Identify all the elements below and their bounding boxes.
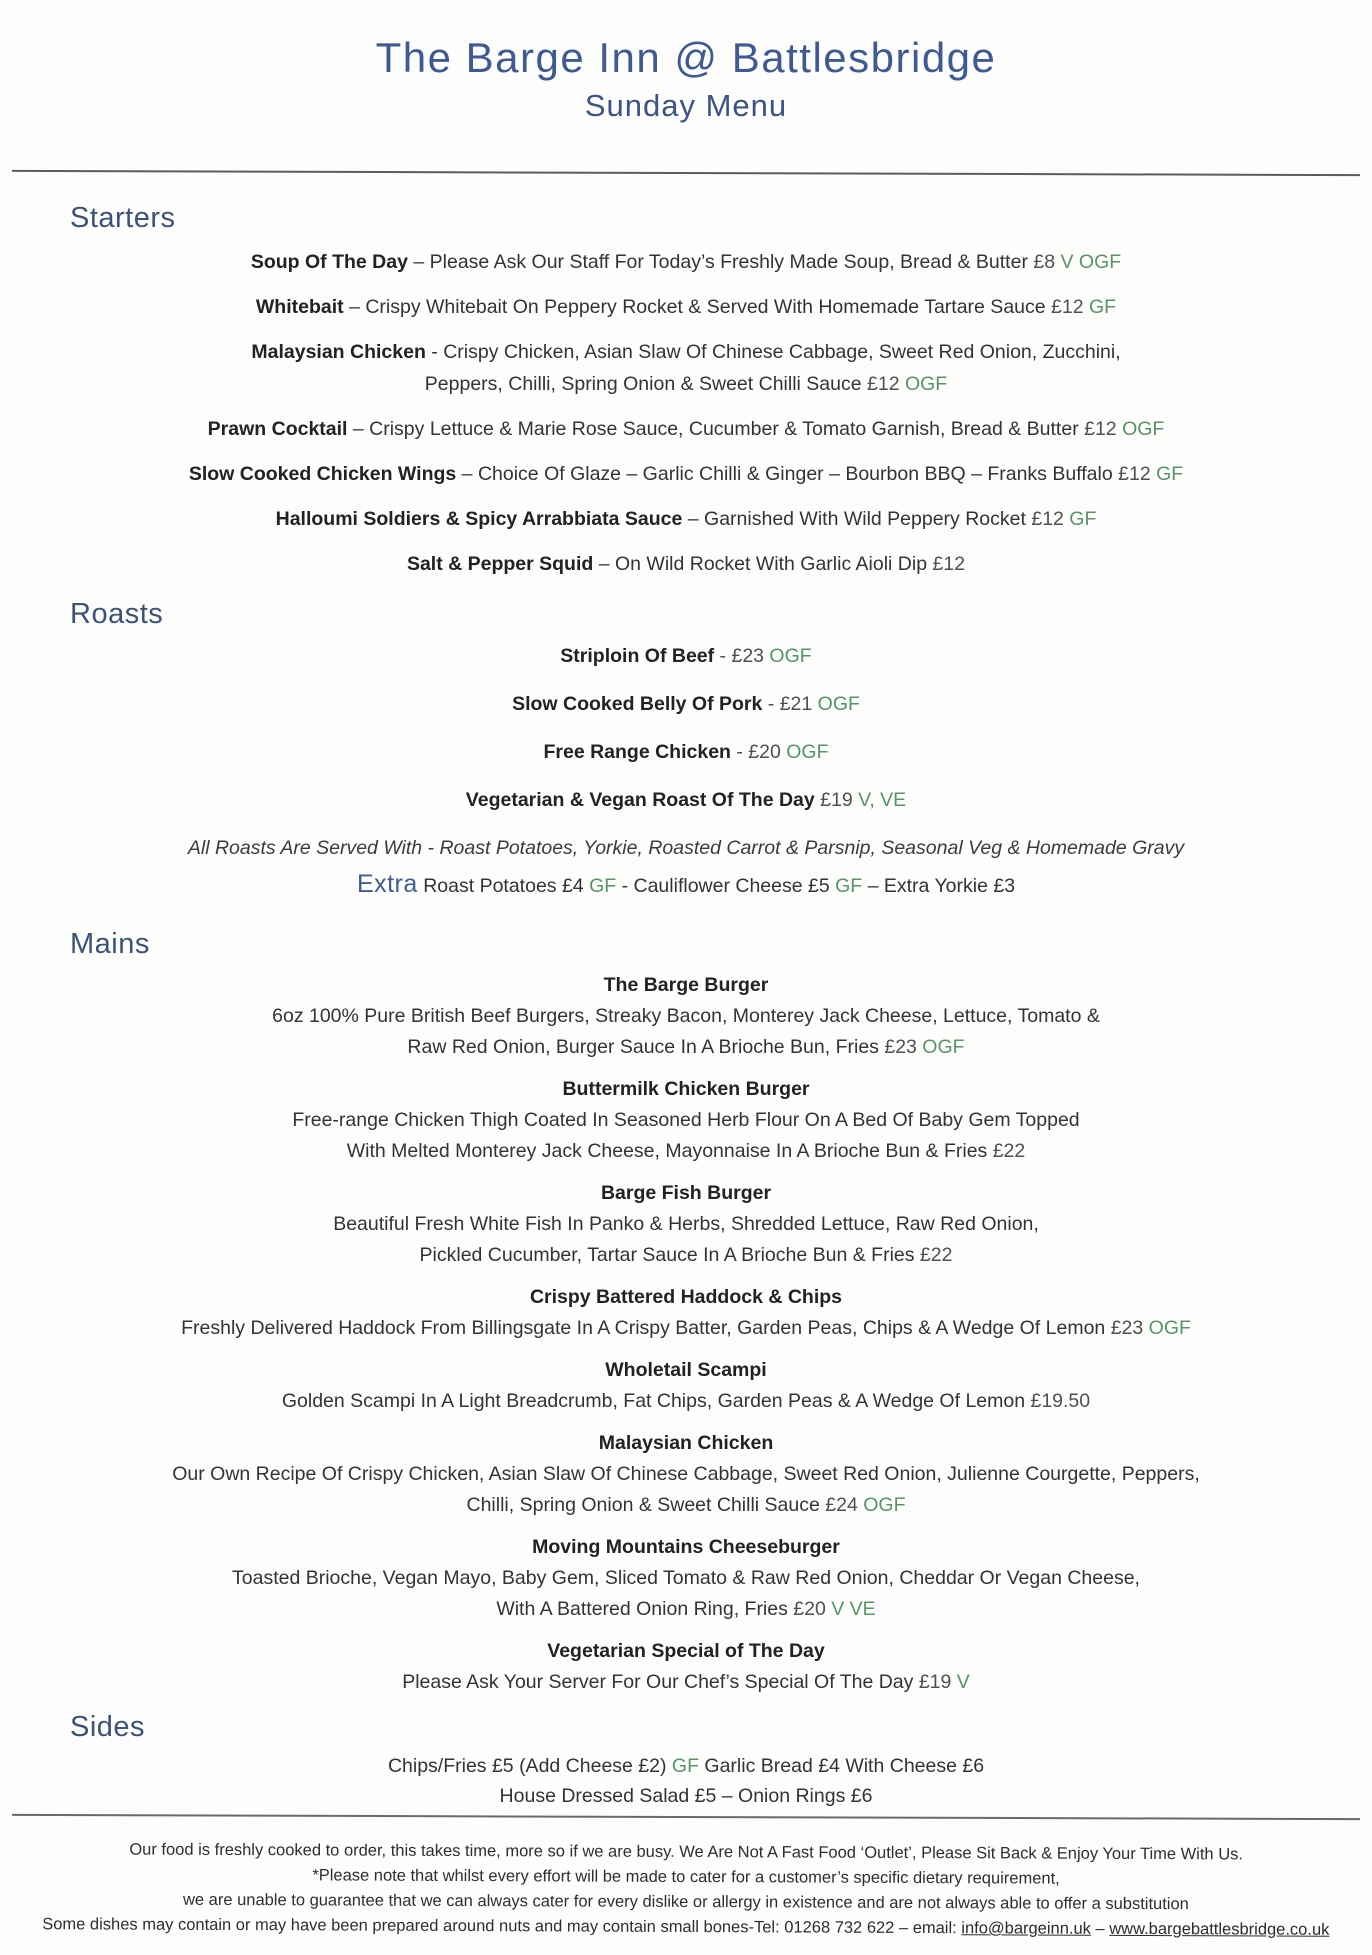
menu-line [40, 1751, 1332, 1781]
text-segment: OGF [916, 1036, 965, 1058]
menu-line [40, 1240, 1332, 1271]
text-segment: GF [1150, 463, 1184, 485]
menu-item-malaysian-chicken-main [40, 1428, 1332, 1521]
text-segment: Crispy Battered Haddock & Chips [529, 1286, 843, 1308]
text-segment: Chips/Fries £5 (Add Cheese £2) [387, 1755, 672, 1777]
text-segment: - £21 [762, 693, 813, 715]
text-segment: – Extra Yorkie £3 [862, 875, 1016, 897]
menu-line [40, 336, 1332, 368]
text-segment: £12 [1118, 463, 1151, 485]
menu-line [40, 1001, 1332, 1032]
text-segment: £12 [932, 553, 966, 575]
text-segment: With A Battered Onion Ring, Fries [496, 1598, 794, 1620]
menu-line [40, 832, 1332, 864]
text-segment: Chilli, Spring Onion & Sweet Chilli Sauce [466, 1494, 826, 1516]
header-divider [12, 170, 1360, 176]
menu-line [40, 784, 1332, 816]
text-segment: £20 [793, 1598, 826, 1620]
section-starters [0, 200, 1372, 580]
menu-line [40, 1428, 1332, 1459]
menu-item-barge-fish-burger [40, 1178, 1332, 1271]
text-segment: – On Wild Rocket With Garlic Aioli Dip [593, 553, 933, 575]
text-segment: £22 [919, 1244, 953, 1266]
text-segment: GF [1063, 508, 1097, 530]
menu-line [40, 736, 1332, 768]
menu-line [40, 1490, 1332, 1521]
text-segment: OGF [812, 693, 860, 715]
text-segment: OGF [764, 645, 812, 667]
text-segment: 6oz 100% Pure British Beef Burgers, Streaky Bacon, Monterey Jack Cheese, Lettuce, Tomato & [272, 1005, 1100, 1027]
text-segment: GF [1083, 296, 1117, 318]
menu-line [40, 640, 1332, 672]
menu-item-slow-cooked-chicken-wings [40, 458, 1332, 490]
text-segment: £22 [992, 1140, 1026, 1162]
text-segment: Barge Fish Burger [600, 1182, 772, 1204]
text-segment: – Crispy Whitebait On Peppery Rocket & Served With Homemade Tartare Sauce [343, 296, 1052, 318]
text-segment: Please Ask Your Server For Our Chef’s Special Of The Day [402, 1671, 919, 1693]
text-segment: - Cauliflower Cheese £5 [616, 875, 836, 897]
text-segment: OGF [1116, 418, 1165, 440]
menu-line [40, 1386, 1332, 1417]
menu-line [40, 548, 1332, 580]
text-segment: Freshly Delivered Haddock From Billingsgate In A Crispy Batter, Garden Peas, Chips & A Wedge Of Lemon [181, 1317, 1111, 1339]
footer-link[interactable]: info@bargeinn.uk [961, 1919, 1091, 1938]
text-segment: Beautiful Fresh White Fish In Panko & Herbs, Shredded Lettuce, Raw Red Onion, [333, 1213, 1039, 1235]
text-segment: Striploin Of Beef [560, 645, 715, 667]
text-segment: With Melted Monterey Jack Cheese, Mayonnaise In A Brioche Bun & Fries [346, 1140, 993, 1162]
menu-line [40, 1563, 1332, 1594]
text-segment: – Choice Of Glaze – Garlic Chilli & Ginger – Bourbon BBQ – Franks Buffalo [456, 463, 1119, 485]
menu-line [40, 1636, 1332, 1667]
text-segment: £12 [867, 373, 900, 395]
section-sides [0, 1709, 1372, 1811]
text-segment: Garlic Bread £4 With Cheese £6 [699, 1755, 985, 1777]
text-segment: Whitebait [255, 296, 344, 318]
text-segment: Free-range Chicken Thigh Coated In Seasoned Herb Flour On A Bed Of Baby Gem Topped [292, 1109, 1080, 1131]
text-segment: Extra [356, 870, 418, 898]
text-segment: Roast Potatoes £4 [417, 875, 590, 897]
menu-line [40, 688, 1332, 720]
footer-link[interactable]: www.bargebattlesbridge.co.uk [1109, 1919, 1330, 1939]
menu-line [40, 1178, 1332, 1209]
menu-item-halloumi-soldiers [40, 503, 1332, 535]
text-segment: Malaysian Chicken [251, 341, 426, 363]
menu-line [40, 870, 1332, 902]
section-mains [0, 926, 1372, 1698]
menu-line [40, 1105, 1332, 1136]
text-segment: we are unable to guarantee that we can always cater for every dislike or allergy in existence and are not always able to offer a substitution [182, 1890, 1189, 1914]
text-segment: OGF [899, 373, 948, 395]
menu-item-wholetail-scampi [40, 1355, 1332, 1417]
menu-item-striploin-of-beef [40, 640, 1332, 672]
menu-line [40, 1136, 1332, 1167]
text-segment: GF [671, 1755, 699, 1777]
text-segment: House Dressed Salad £5 – Onion Rings £6 [499, 1785, 873, 1807]
menu-line [40, 970, 1332, 1001]
footer [0, 1837, 1372, 1943]
text-segment: – Please Ask Our Staff For Today’s Freshly Made Soup, Bread & Butter [407, 251, 1034, 273]
text-segment: OGF [857, 1494, 906, 1516]
menu-line [40, 368, 1332, 400]
menu-item-buttermilk-chicken-burger [40, 1074, 1332, 1167]
text-segment: £19 [814, 789, 853, 811]
text-segment: Salt & Pepper Squid [406, 553, 594, 575]
menu-line [40, 1282, 1332, 1313]
text-segment: V OGF [1055, 251, 1122, 273]
text-segment: Moving Mountains Cheeseburger [532, 1536, 840, 1558]
menu-item-roasts-served-with-note [40, 832, 1332, 864]
menu-item-slow-cooked-belly-of-pork [40, 688, 1332, 720]
text-segment: £24 [825, 1494, 858, 1516]
menu-line [40, 1459, 1332, 1490]
menu-item-free-range-chicken [40, 736, 1332, 768]
text-segment: £23 [1110, 1317, 1144, 1339]
menu-item-roasts-extras [40, 870, 1332, 902]
menu-item-crispy-battered-haddock-and-chips [40, 1282, 1332, 1344]
text-segment: Prawn Cocktail [207, 418, 348, 440]
menu-line [40, 1594, 1332, 1625]
text-segment: – Garnished With Wild Peppery Rocket [682, 508, 1032, 530]
text-segment: - £20 [730, 741, 781, 763]
text-segment: Our Own Recipe Of Crispy Chicken, Asian Slaw Of Chinese Cabbage, Sweet Red Onion, Julienne Courgette, Peppers, [172, 1463, 1200, 1485]
menu-item-moving-mountains-cheeseburger [40, 1532, 1332, 1625]
text-segment: Golden Scampi In A Light Breadcrumb, Fat Chips, Garden Peas & A Wedge Of Lemon [281, 1390, 1031, 1412]
text-segment: *Please note that whilst every effort will be made to cater for a customer’s specific dietary requirement, [312, 1866, 1060, 1888]
menu-line [40, 413, 1332, 445]
section-heading-sides: Sides [70, 1711, 146, 1743]
text-segment: Halloumi Soldiers & Spicy Arrabbiata Sauce [275, 508, 683, 530]
text-segment: Raw Red Onion, Burger Sauce In A Brioche Bun, Fries [407, 1036, 885, 1058]
text-segment: Soup Of The Day [250, 251, 408, 273]
text-segment: Buttermilk Chicken Burger [562, 1078, 810, 1100]
section-roasts [0, 596, 1372, 902]
page-title: The Barge Inn @ Battlesbridge [375, 34, 997, 81]
footer-divider [12, 1814, 1360, 1820]
text-segment: £12 [1051, 296, 1084, 318]
menu-line [40, 291, 1332, 323]
text-segment: – [1090, 1919, 1110, 1938]
text-segment: Wholetail Scampi [605, 1359, 767, 1381]
menu-line [40, 1781, 1332, 1811]
text-segment: £23 [884, 1036, 917, 1058]
menu-line [40, 458, 1332, 490]
section-heading-starters: Starters [70, 202, 176, 234]
text-segment: GF [589, 875, 617, 897]
menu-item-prawn-cocktail [40, 413, 1332, 445]
text-segment: – Crispy Lettuce & Marie Rose Sauce, Cucumber & Tomato Garnish, Bread & Butter [347, 418, 1085, 440]
text-segment: Free Range Chicken [543, 741, 731, 763]
text-segment: OGF [780, 741, 829, 763]
menu-item-malaysian-chicken-starter [40, 336, 1332, 400]
section-heading-mains: Mains [70, 928, 150, 960]
text-segment: Malaysian Chicken [598, 1432, 774, 1454]
text-segment: V [951, 1671, 970, 1693]
text-segment: £12 [1084, 418, 1117, 440]
menu-line [40, 1532, 1332, 1563]
text-segment: Our food is freshly cooked to order, this takes time, more so if we are busy. We Are Not A Fast Food ‘Outlet’, Please Sit Back & Enjoy Your Time With Us. [129, 1840, 1244, 1864]
menu-line [40, 1355, 1332, 1386]
text-segment: Toasted Brioche, Vegan Mayo, Baby Gem, Sliced Tomato & Raw Red Onion, Cheddar Or Vegan Cheese, [232, 1567, 1140, 1589]
page-subtitle: Sunday Menu [584, 88, 788, 123]
text-segment: £8 [1033, 251, 1056, 273]
text-segment: OGF [1143, 1317, 1191, 1339]
menu-line [40, 1667, 1332, 1698]
menu-line [40, 503, 1332, 535]
text-segment: V VE [825, 1598, 876, 1620]
menu-item-sides-list [40, 1751, 1332, 1811]
text-segment: Vegetarian Special of The Day [547, 1640, 825, 1662]
text-segment: £19 [918, 1671, 952, 1693]
section-heading-roasts: Roasts [70, 598, 164, 630]
menu-sections [0, 200, 1372, 1811]
text-segment: Pickled Cucumber, Tartar Sauce In A Brioche Bun & Fries [419, 1244, 920, 1266]
text-segment: All Roasts Are Served With - Roast Potatoes, Yorkie, Roasted Carrot & Parsnip, Seasonal Veg & Homemade Gravy [187, 837, 1185, 859]
menu-item-whitebait [40, 291, 1332, 323]
text-segment: - £23 [714, 645, 765, 667]
text-segment: GF [835, 875, 863, 897]
menu-line [40, 1313, 1332, 1344]
text-segment: Peppers, Chilli, Spring Onion & Sweet Chilli Sauce [424, 373, 867, 395]
text-segment: V, VE [852, 789, 907, 811]
footer-line [0, 1912, 1372, 1943]
menu-item-the-barge-burger [40, 970, 1332, 1063]
text-segment: Slow Cooked Chicken Wings [188, 463, 457, 485]
menu-line [40, 1032, 1332, 1063]
menu-item-vegetarian-special-of-the-day [40, 1636, 1332, 1698]
menu-line [40, 1074, 1332, 1105]
page-header [0, 34, 1372, 128]
text-segment: - Crispy Chicken, Asian Slaw Of Chinese Cabbage, Sweet Red Onion, Zucchini, [425, 341, 1121, 363]
text-segment: The Barge Burger [603, 974, 769, 996]
menu-item-salt-and-pepper-squid [40, 548, 1332, 580]
text-segment: £12 [1031, 508, 1064, 530]
text-segment: Vegetarian & Vegan Roast Of The Day [465, 789, 815, 811]
menu-item-soup-of-the-day [40, 246, 1332, 278]
text-segment: Slow Cooked Belly Of Pork [512, 693, 763, 715]
menu-line [40, 246, 1332, 278]
menu-line [40, 1209, 1332, 1240]
menu-item-vegetarian-vegan-roast-of-the-day [40, 784, 1332, 816]
text-segment: Some dishes may contain or may have been prepared around nuts and may contain small bones-Tel: 01268 732 622 – email: [42, 1915, 962, 1938]
text-segment: £19.50 [1030, 1390, 1091, 1412]
